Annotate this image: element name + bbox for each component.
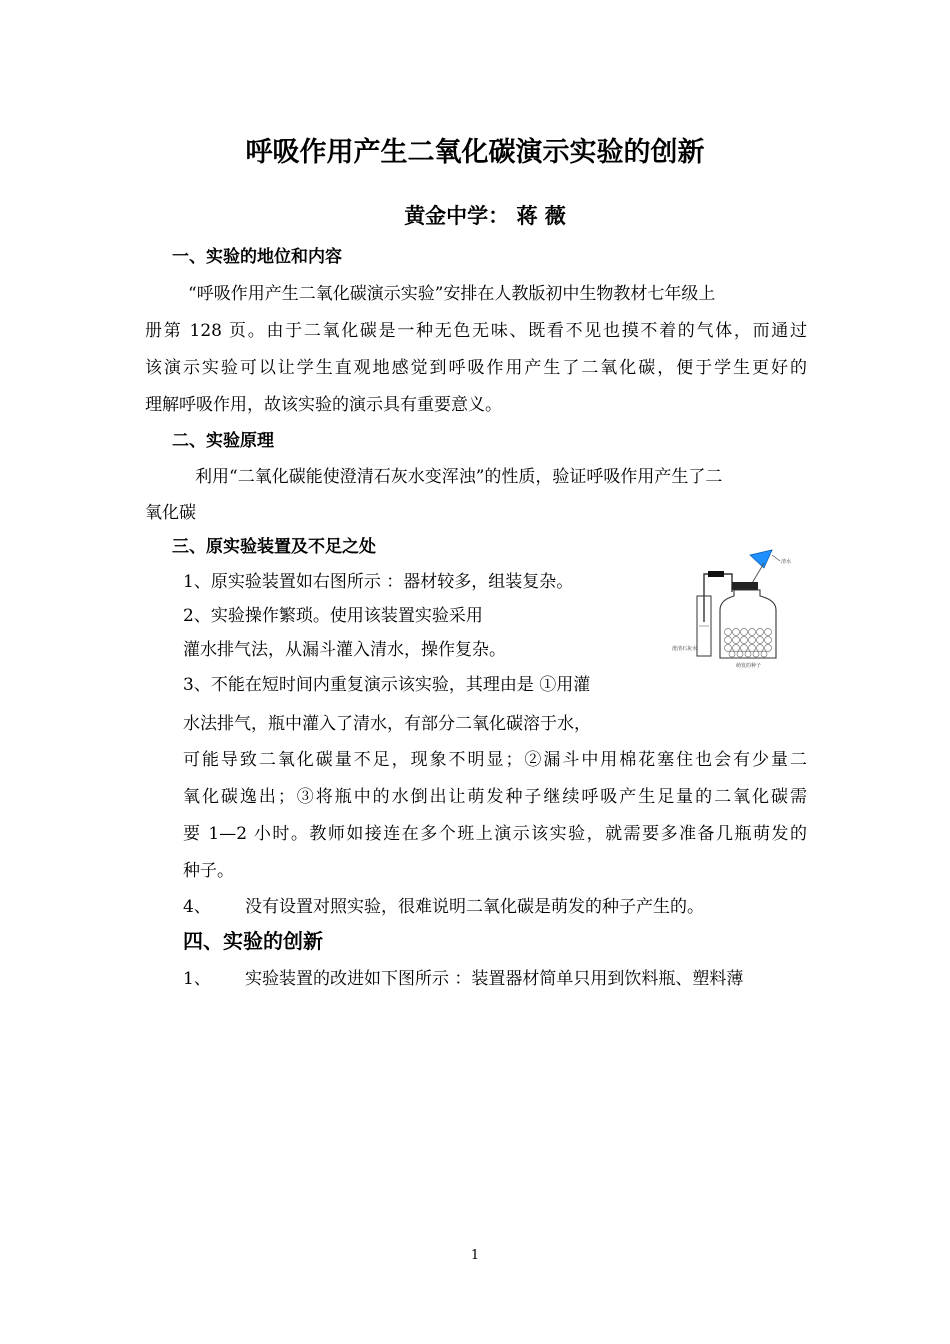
section3-heading: 三、原实验装置及不足之处 — [172, 537, 376, 557]
apparatus-figure — [668, 544, 803, 674]
section4-item1-text: 实验装置的改进如下图所示 ：装置器材简单只用到饮料瓶、塑料薄 — [245, 969, 744, 989]
section3-item4-text: 没有设置对照实验，很难说明二氧化碳是萌发的种子产生的。 — [245, 897, 704, 917]
funnel-icon — [750, 550, 772, 568]
section3-line-7: 氧化碳逸出；③将瓶中的水倒出让萌发种子继续呼吸产生足量的二氧化碳需 — [183, 787, 807, 807]
section1-line-2: 册第 128 页。由于二氧化碳是一种无色无味、既看不见也摸不着的气体，而通过 — [145, 321, 807, 341]
section3-line-1: 1、原实验装置如右图所示 ：器材较多，组装复杂。 — [183, 572, 574, 592]
section2-line-2: 氧化碳 — [145, 503, 196, 523]
label-limewater: 澄清石灰水 — [672, 646, 698, 652]
author-line: 黄金中学： 蒋 薇 — [404, 204, 566, 228]
section1-heading: 一、实验的地位和内容 — [172, 247, 342, 267]
section2-line-1: 利用“二氧化碳能使澄清石灰水变浑浊”的性质，验证呼吸作用产生了二 — [195, 467, 723, 487]
page-title: 呼吸作用产生二氧化碳演示实验的创新 — [245, 137, 705, 168]
section3-line-9: 种子。 — [183, 861, 234, 881]
label-water: 清水 — [781, 559, 792, 565]
section1-line-4: 理解呼吸作用，故该实验的演示具有重要意义。 — [145, 395, 502, 415]
section3-line-2: 2、实验操作繁琐。使用该装置实验采用 — [183, 606, 483, 626]
section3-line-5: 水法排气，瓶中灌入了清水，有部分二氧化碳溶于水， — [183, 714, 591, 734]
section4-item1-number: 1、 — [183, 969, 211, 989]
label-seeds: 萌发的种子 — [736, 663, 762, 669]
section3-line-8: 要 1—2 小时。教师如接连在多个班上演示该实验，就需要多准备几瓶萌发的 — [183, 824, 807, 844]
page-number: 1 — [470, 1248, 480, 1263]
section3-line-4: 3、不能在短时间内重复演示该实验，其理由是 ①用灌 — [183, 675, 591, 695]
section2-heading: 二、实验原理 — [172, 431, 274, 451]
section1-line-1: “呼吸作用产生二氧化碳演示实验”安排在人教版初中生物教材七年级上 — [188, 284, 716, 304]
section3-line-6: 可能导致二氧化碳量不足，现象不明显；②漏斗中用棉花塞住也会有少量二 — [183, 750, 807, 770]
section1-line-3: 该演示实验可以让学生直观地感觉到呼吸作用产生了二氧化碳，便于学生更好的 — [145, 358, 807, 378]
bottle — [720, 590, 776, 658]
section3-line-3: 灌水排气法，从漏斗灌入清水，操作复杂。 — [183, 640, 506, 660]
section4-heading: 四、实验的创新 — [183, 929, 323, 953]
section3-item4-number: 4、 — [183, 897, 211, 917]
seeds — [725, 629, 772, 658]
